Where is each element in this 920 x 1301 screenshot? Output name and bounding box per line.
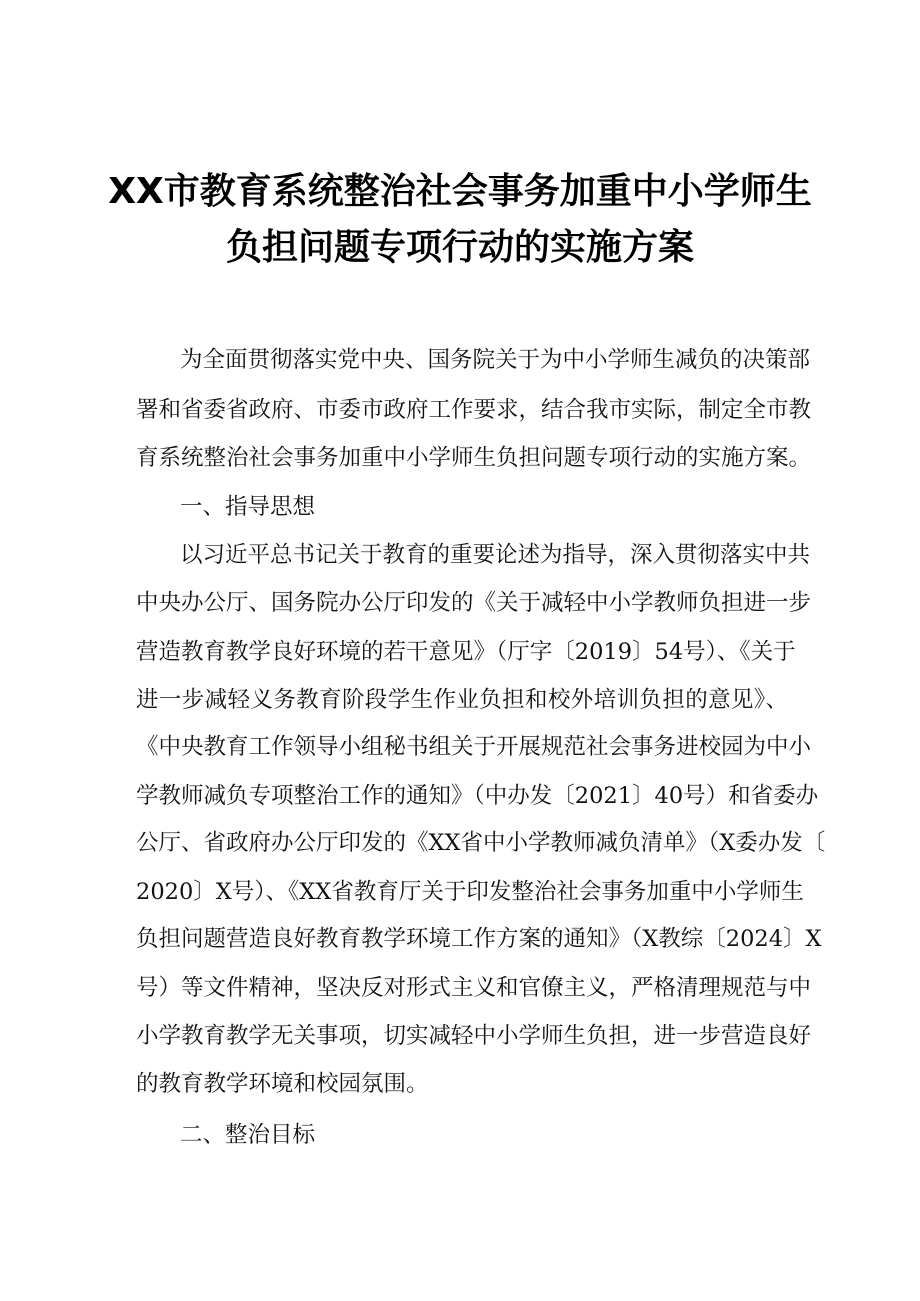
paragraph-line: 号）等文件精神，坚决反对形式主义和官僚主义，严格清理规范与中	[136, 975, 812, 1001]
paragraph-line: 育系统整治社会事务加重中小学师生负担问题专项行动的实施方案。	[136, 445, 812, 471]
paragraph-line: 《中央教育工作领导小组秘书组关于开展规范社会事务进校园为中小	[136, 734, 812, 760]
section-heading: 一、指导思想	[180, 494, 316, 520]
paragraph-line: 的教育教学环境和校园氛围。	[136, 1071, 429, 1097]
paragraph-line: 署和省委省政府、市委市政府工作要求，结合我市实际，制定全市教	[136, 397, 812, 423]
paragraph-line: 小学教育教学无关事项，切实减轻中小学师生负担，进一步营造良好	[136, 1023, 812, 1049]
section-heading: 二、整治目标	[180, 1122, 316, 1148]
paragraph-line: 为全面贯彻落实党中央、国务院关于为中小学师生减负的决策部	[180, 347, 811, 373]
paragraph-line: 学教师减负专项整治工作的通知》（中办发〔2021〕40号）和省委办	[136, 783, 819, 809]
paragraph-line: 负担问题营造良好教育教学环境工作方案的通知》（X教综〔2024〕X	[136, 926, 822, 952]
paragraph-line: 营造教育教学良好环境的若干意见》（厅字〔2019〕54号）、《关于	[136, 639, 796, 665]
paragraph-line: 公厅、省政府办公厅印发的《XX省中小学教师减负清单》（X委办发〔	[136, 830, 826, 856]
paragraph-line: 2020〕X号）、《XX省教育厅关于印发整治社会事务加重中小学师生	[136, 879, 804, 905]
document-title-line-1: XX市教育系统整治社会事务加重中小学师生	[108, 171, 812, 212]
paragraph-line: 中央办公厅、国务院办公厅印发的《关于减轻中小学教师负担进一步	[136, 590, 812, 616]
paragraph-line: 以习近平总书记关于教育的重要论述为指导，深入贯彻落实中共	[180, 542, 811, 568]
document-title-line-2: 负担问题专项行动的实施方案	[225, 227, 694, 268]
paragraph-line: 进一步减轻义务教育阶段学生作业负担和校外培训负担的意见》、	[136, 687, 788, 713]
